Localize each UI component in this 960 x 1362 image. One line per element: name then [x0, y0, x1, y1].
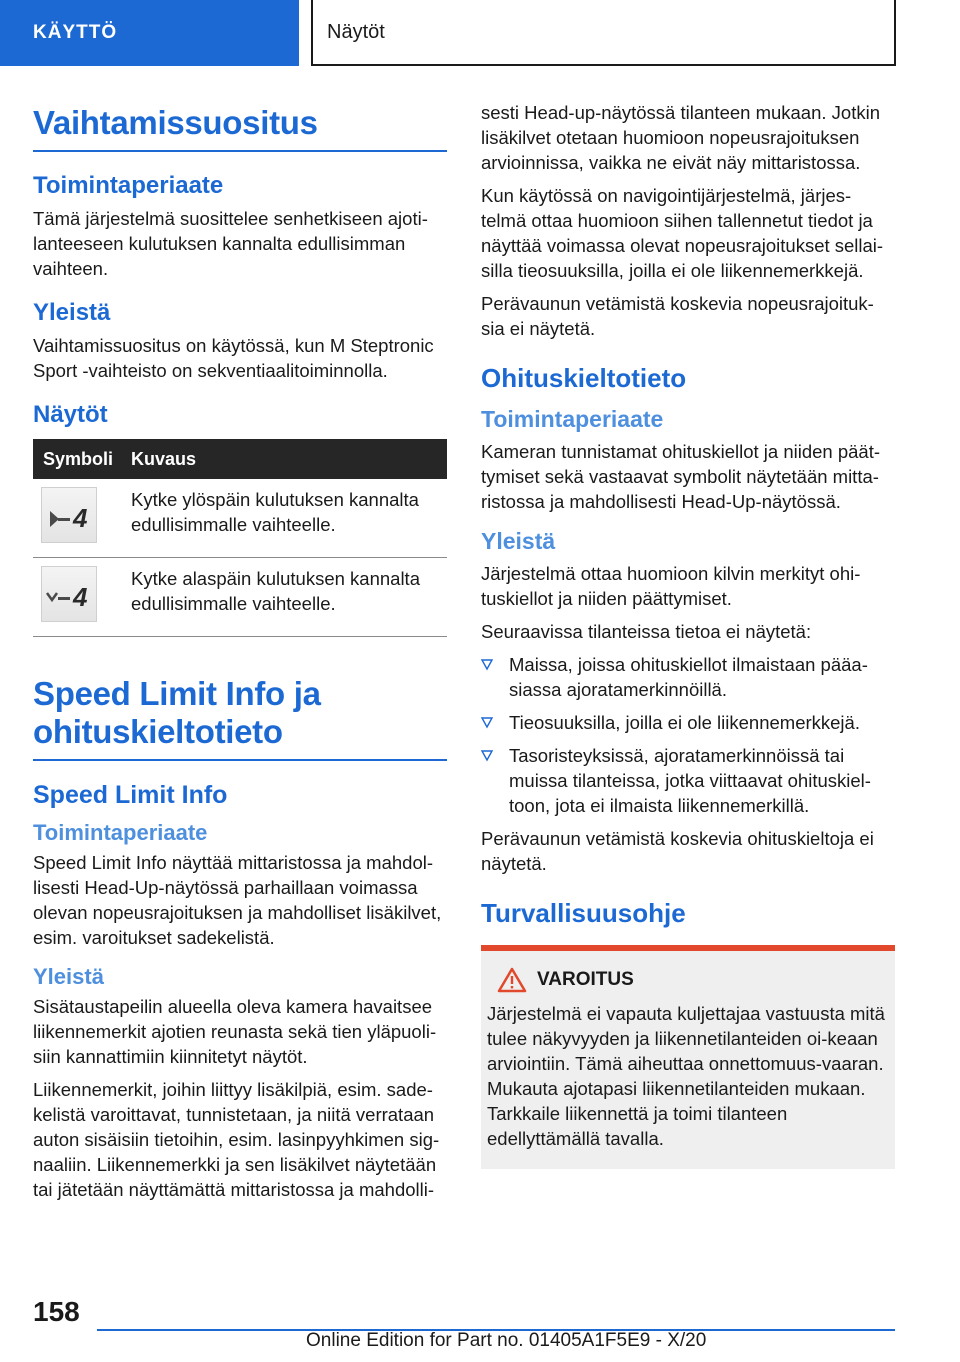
heading-safety-note: Turvallisuusohje — [481, 898, 686, 928]
warning-title: VAROITUS — [537, 969, 634, 990]
list-item — [481, 710, 895, 735]
svg-text:4: 4 — [73, 503, 88, 530]
table-header-row — [33, 439, 447, 479]
list-item-text: Tieosuuksilla, joilla ei ole liikennemerkkejä. — [509, 712, 860, 733]
heading-speed-limit-info: Speed Limit Info — [33, 781, 228, 809]
paragraph-continued: sesti Head-up-näytössä tilanteen mukaan. Jotkin lisäkilvet otetaan huomioon nopeusrajoituksen arvioinnissa, vaikka ne eivät näy mittaristossa. — [481, 102, 880, 173]
heading-overtaking-info: Ohituskieltotieto — [481, 363, 687, 393]
paragraph-sli-general-1: Sisätaustapeilin alueella oleva kamera havaitsee liikennemerkit ajotien reunasta sekä tien yläpuoli-siin kannattimiin kiinnitetyt näytöt. — [33, 996, 437, 1067]
footer-edition: Online Edition for Part no. 01405A1F5E9 - X/20 — [306, 1330, 707, 1351]
table-header-description: Kuvaus — [131, 439, 447, 479]
paragraph-sli-general-2: Liikennemerkit, joihin liittyy lisäkilpiä, esim. sade-kelistä varoittavat, tunnistetaan, ja niitä verrataan auton sisäisiin tietoihin, esim. lasinpyyhkimen sig-naaliin. Liikennemerkki ja sen lisäkilvet näytetään tai jätetään näyttämättä mittaristossa ja mahdolli- — [33, 1079, 440, 1200]
triangle-bullet-icon — [481, 717, 493, 729]
table-cell-symbol — [33, 558, 131, 637]
table-row — [33, 479, 447, 558]
svg-text:4: 4 — [73, 582, 88, 609]
paragraph-sli-principle: Speed Limit Info näyttää mittaristossa ja mahdol-lisesti Head-Up-näytössä parhaillaan voimassa olevan nopeusrajoituksen ja mahdolliset lisäkilvet, esim. varoitukset sadekelistä. — [33, 852, 442, 948]
heading-speed-limit-block — [33, 675, 447, 761]
list-item — [481, 652, 895, 702]
heading-general: Yleistä — [33, 299, 111, 326]
table-cell-symbol — [33, 479, 131, 558]
warning-header — [487, 967, 887, 993]
warning-text: Järjestelmä ei vapauta kuljettajaa vastuusta mitä tulee näkyvyyden ja liikennetilanteiden oi-keaan arviointiin. Tämä aiheuttaa onnettomuus-vaaran. Mukauta ajotapasi liikennetilanteiden mukaan. Tarkkaile liikennettä ja toimi tilanteen edellyttämällä tavalla. — [487, 1003, 885, 1149]
heading-shift-recommendation-block — [33, 104, 447, 152]
paragraph-navigation: Kun käytössä on navigointijärjestelmä, järjes-telmä ottaa huomioon siihen tallennetut tiedot ja näyttää voimassa olevat nopeusrajoitukset sellai-silla tieosuuksilla, joilla ei ole liikennemerkkejä. — [481, 185, 884, 281]
section-tab[interactable] — [0, 0, 299, 66]
page-number: 158 — [33, 1296, 80, 1327]
right-column — [481, 100, 895, 1169]
heading-overtaking-general: Yleistä — [481, 528, 556, 554]
paragraph-trailer-speed: Perävaunun vetämistä koskevia nopeusrajoituk-sia ei näytetä. — [481, 293, 874, 339]
paragraph-overtaking-principle: Kameran tunnistamat ohituskiellot ja niiden päät-tymiset sekä vastaavat symbolit näytetään mitta-ristossa ja mahdollisesti Head-Up-näytössä. — [481, 441, 881, 512]
list-item-text: Tasoristeyksissä, ajoratamerkinnöissä tai muissa tilanteissa, jotka viittaavat ohituskiel-toon, jota ei ilmaista liikennemerkillä. — [509, 745, 871, 816]
heading-sli-general: Yleistä — [33, 964, 104, 989]
list-item — [481, 743, 895, 818]
heading-principle: Toimintaperiaate — [33, 172, 224, 199]
paragraph-principle: Tämä järjestelmä suosittelee senhetkiseen ajoti-lanteeseen kulutuksen kannalta edullisimman vaihteen. — [33, 208, 428, 279]
table-row — [33, 558, 447, 637]
heading-shift-recommendation: Vaihtamissuositus — [33, 104, 318, 141]
table-cell-description: Kytke ylöspäin kulutuksen kannalta edullisimmalle vaihteelle. — [131, 479, 447, 558]
table-cell-description: Kytke alaspäin kulutuksen kannalta edullisimmalle vaihteelle. — [131, 558, 447, 637]
table-header-symbol: Symboli — [33, 439, 131, 479]
situations-list — [481, 652, 895, 818]
chapter-tab-label: Näytöt — [327, 20, 385, 43]
heading-overtaking-principle: Toimintaperiaate — [481, 406, 664, 432]
list-item-text: Maissa, joissa ohituskiellot ilmaistaan pääa-siassa ajoratamerkinnöillä. — [509, 654, 868, 700]
heading-displays: Näytöt — [33, 401, 108, 428]
paragraph-overtaking-situations: Seuraavissa tilanteissa tietoa ei näytetä: — [481, 621, 812, 642]
heading-speed-limit: Speed Limit Info ja ohituskieltotieto — [33, 675, 321, 750]
gear-upshift-4-icon — [41, 487, 97, 543]
paragraph-overtaking-trailer: Perävaunun vetämistä koskevia ohituskieltoja ei näytetä. — [481, 828, 874, 874]
gear-downshift-4-icon — [41, 566, 97, 622]
warning-triangle-icon — [497, 967, 527, 993]
triangle-bullet-icon — [481, 659, 493, 671]
symbol-table — [33, 439, 447, 637]
chapter-tab[interactable] — [311, 0, 896, 66]
warning-box — [481, 945, 895, 1169]
paragraph-overtaking-general: Järjestelmä ottaa huomioon kilvin merkityt ohi-tuskiellot ja niiden päättymiset. — [481, 563, 861, 609]
triangle-bullet-icon — [481, 750, 493, 762]
paragraph-general: Vaihtamissuositus on käytössä, kun M Steptronic Sport -vaihteisto on sekventiaalitoiminnolla. — [33, 335, 434, 381]
left-column — [33, 96, 447, 1210]
heading-sli-principle: Toimintaperiaate — [33, 820, 208, 845]
section-tab-label: KÄYTTÖ — [33, 22, 118, 43]
